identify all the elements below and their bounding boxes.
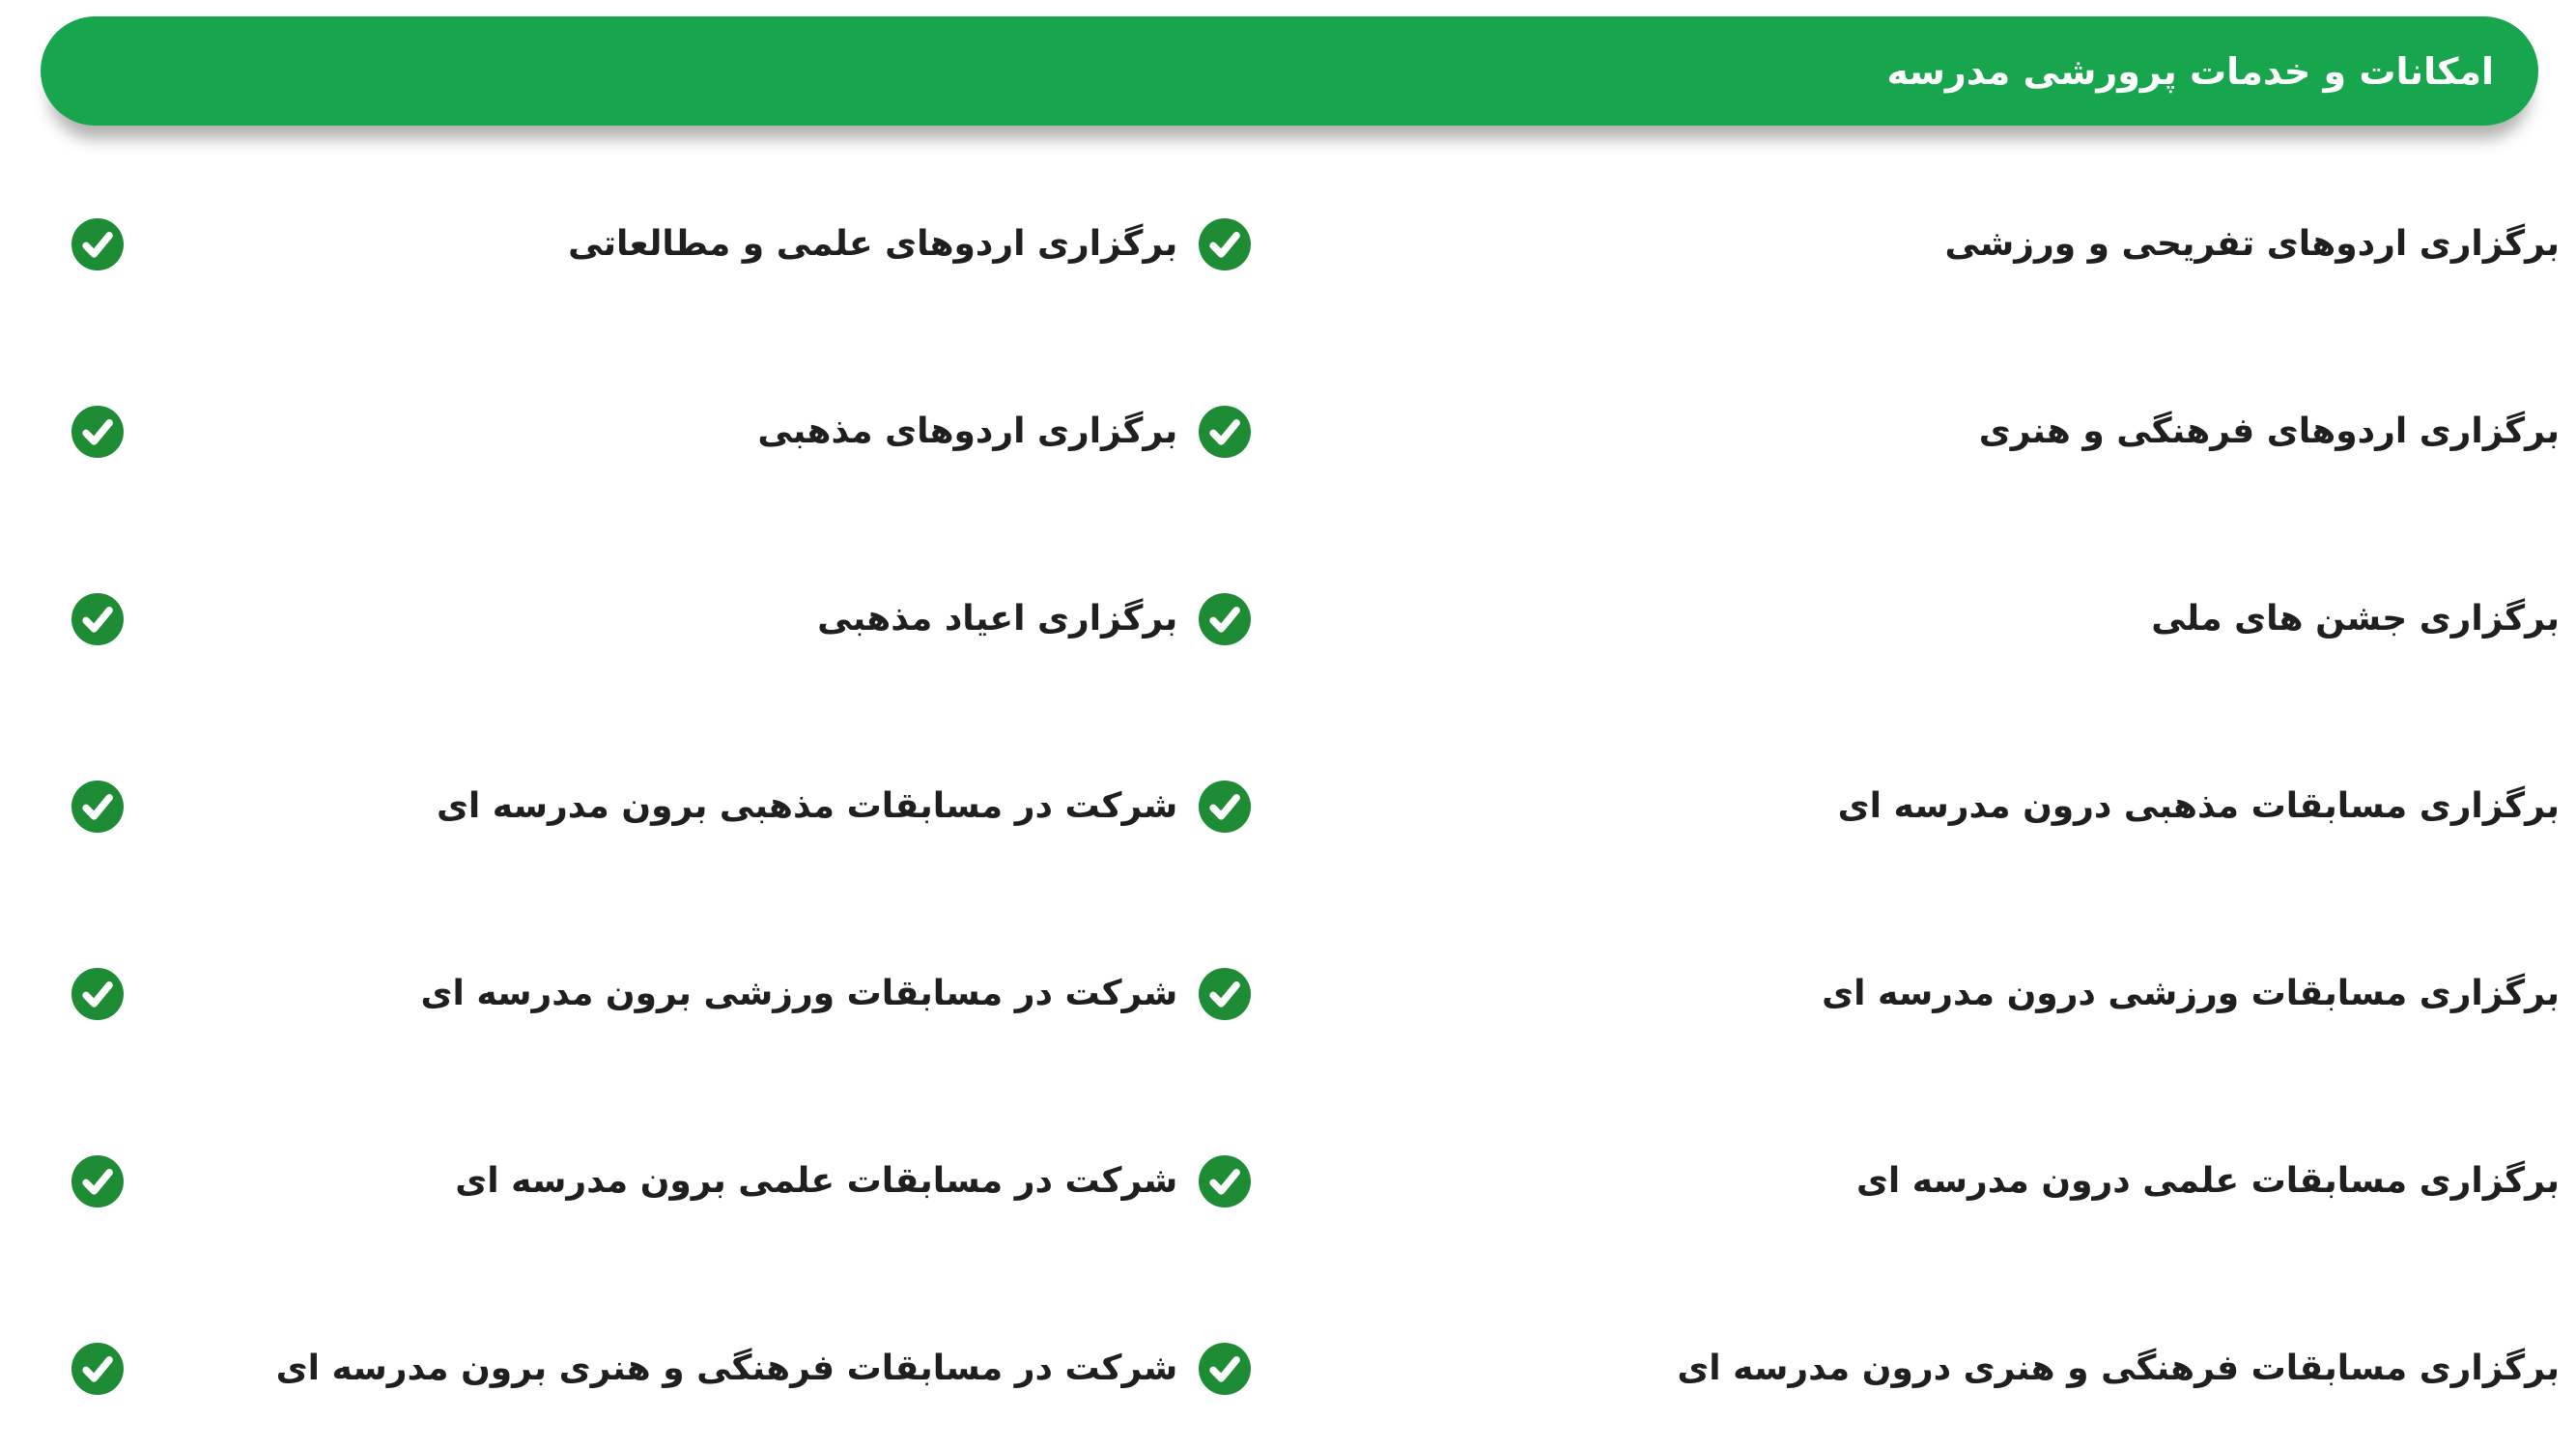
service-item-label: برگزاری اردوهای تفریحی و ورزشی	[1944, 224, 2560, 264]
service-item	[71, 151, 1177, 338]
service-item	[71, 526, 1177, 713]
check-circle-icon	[71, 1155, 124, 1208]
service-item	[71, 338, 1177, 526]
check-circle-icon	[71, 1343, 124, 1395]
service-item-label: برگزاری جشن های ملی	[2151, 599, 2560, 639]
check-circle-icon	[1199, 968, 1251, 1020]
service-item-label: شرکت در مسابقات ورزشی برون مدرسه ای	[420, 974, 1178, 1013]
check-circle-icon	[71, 781, 124, 833]
check-circle-icon	[71, 968, 124, 1020]
service-item-label: برگزاری اردوهای مذهبی	[757, 412, 1178, 451]
check-circle-icon	[1199, 781, 1251, 833]
service-item	[1199, 338, 2560, 526]
service-item	[71, 713, 1177, 900]
check-circle-icon	[71, 593, 124, 645]
service-item	[1199, 1275, 2560, 1449]
service-item-label: برگزاری اعیاد مذهبی	[817, 599, 1178, 639]
service-item-label: برگزاری مسابقات ورزشی درون مدرسه ای	[1822, 974, 2560, 1013]
service-item	[1199, 900, 2560, 1088]
service-item	[1199, 526, 2560, 713]
section-title: امکانات و خدمات پرورشی مدرسه	[1886, 49, 2494, 93]
section-header	[41, 16, 2538, 126]
service-item	[1199, 713, 2560, 900]
service-item	[71, 1275, 1177, 1449]
service-item-label: برگزاری مسابقات فرهنگی و هنری درون مدرسه ای	[1677, 1349, 2560, 1388]
service-item-label: برگزاری مسابقات مذهبی درون مدرسه ای	[1837, 786, 2560, 826]
service-item-label: شرکت در مسابقات مذهبی برون مدرسه ای	[436, 786, 1178, 826]
service-item-label: شرکت در مسابقات علمی برون مدرسه ای	[455, 1161, 1178, 1201]
check-circle-icon	[1199, 218, 1251, 270]
check-circle-icon	[1199, 1155, 1251, 1208]
check-circle-icon	[1199, 406, 1251, 458]
service-item	[71, 900, 1177, 1088]
check-circle-icon	[71, 406, 124, 458]
service-item-label: برگزاری اردوهای فرهنگی و هنری	[1978, 412, 2560, 451]
service-item	[1199, 151, 2560, 338]
service-item-label: برگزاری اردوهای علمی و مطالعاتی	[568, 224, 1178, 264]
service-item-label: شرکت در مسابقات فرهنگی و هنری برون مدرسه ای	[275, 1349, 1178, 1388]
check-circle-icon	[1199, 1343, 1251, 1395]
service-item-label: برگزاری مسابقات علمی درون مدرسه ای	[1855, 1161, 2560, 1201]
service-item	[71, 1088, 1177, 1275]
services-grid	[0, 126, 2576, 1449]
check-circle-icon	[71, 218, 124, 270]
service-item	[1199, 1088, 2560, 1275]
check-circle-icon	[1199, 593, 1251, 645]
